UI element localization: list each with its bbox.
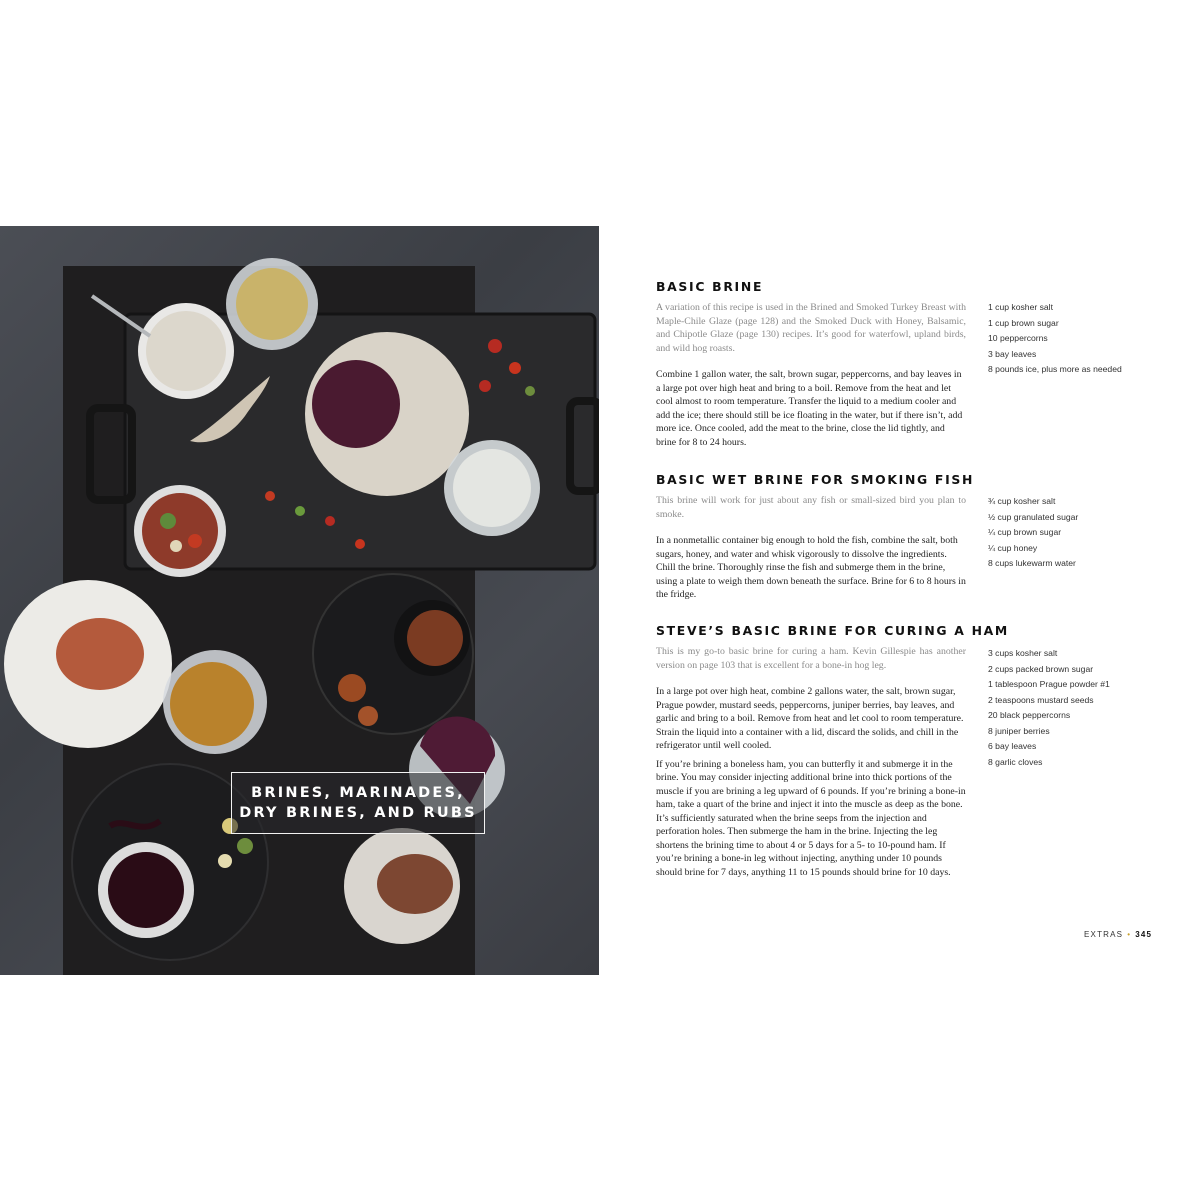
dry-rub bbox=[377, 854, 453, 914]
salsa-yellow bbox=[236, 268, 308, 340]
recipe-title: STEVE’S BASIC BRINE FOR CURING A HAM bbox=[656, 623, 1009, 638]
recipe-title: BASIC WET BRINE FOR SMOKING FISH bbox=[656, 472, 975, 487]
food-photograph bbox=[0, 226, 599, 975]
ingredient-item: ¾ cup kosher salt bbox=[988, 496, 1056, 506]
chapter-title-line-2: DRY BRINES, AND RUBS bbox=[239, 805, 477, 821]
pico-de-gallo bbox=[142, 493, 218, 569]
photo-illustration bbox=[0, 226, 599, 975]
recipe-wet-brine-fish bbox=[656, 472, 975, 607]
ingredient-item: 1 cup brown sugar bbox=[988, 317, 1059, 328]
ingredient-item: 6 bay leaves bbox=[988, 741, 1037, 751]
ingredient-item: ¼ cup honey bbox=[988, 542, 1038, 553]
recipe-ham-brine bbox=[656, 623, 1009, 884]
ingredient-list-wet-brine-fish bbox=[988, 494, 1178, 572]
tartare bbox=[56, 618, 144, 690]
recipe-intro: This is my go-to basic brine for curing a ham. Kevin Gillespie has another version on page 103 that is excellent for a bone-in hog leg. bbox=[656, 646, 966, 671]
ingredient-list-basic-brine bbox=[988, 300, 1178, 378]
ingredient-item: 3 bay leaves bbox=[988, 348, 1037, 359]
chapter-title-line-1: BRINES, MARINADES, bbox=[251, 785, 465, 801]
ingredient-item: 10 peppercorns bbox=[988, 333, 1048, 343]
recipe-method: Combine 1 gallon water, the salt, brown sugar, peppercorns, and bay leaves in a large pot over high heat and bring to a boil. Remove from the heat and let cool almost to room temperature. Transfer the liquid to a medium cooler and add the ice; there should still be ice floating in the water, but if there isn’t, add more ice. Once cooled, add the meat to the brine, close the lid tightly, and brine for 8 to 24 hours. bbox=[656, 369, 963, 448]
white-sauce bbox=[146, 311, 226, 391]
footer-section: EXTRAS bbox=[1084, 930, 1124, 939]
ingredient-item: 8 pounds ice, plus more as needed bbox=[988, 364, 1122, 374]
dried-chiles bbox=[407, 610, 463, 666]
ingredient-item: ½ cup granulated sugar bbox=[988, 511, 1079, 522]
ingredient-list-ham-brine bbox=[988, 646, 1178, 770]
amber-marinade bbox=[170, 662, 254, 746]
ingredient-item: 1 cup kosher salt bbox=[988, 302, 1053, 312]
dark-sauce bbox=[108, 852, 184, 928]
ingredient-item: 8 juniper berries bbox=[988, 725, 1050, 736]
herb-sauce bbox=[453, 449, 531, 527]
recipe-method: In a nonmetallic container big enough to hold the fish, combine the salt, both sugars, honey, and water and whisk vigorously to dissolve the ingredients. Chill the brine. Thoroughly rinse the fish and submerge them in the brine, using a plate to weigh them down beneath the surface. Brine for 6 to 8 hours in the fridge. bbox=[656, 535, 966, 600]
ingredient-item: 20 black peppercorns bbox=[988, 710, 1071, 720]
footer-separator: • bbox=[1127, 930, 1132, 939]
page-number: 345 bbox=[1135, 930, 1153, 939]
ingredient-item: 2 cups packed brown sugar bbox=[988, 663, 1094, 674]
ingredient-item: 8 garlic cloves bbox=[988, 756, 1043, 767]
ingredient-item: 3 cups kosher salt bbox=[988, 648, 1058, 658]
chapter-title-box bbox=[231, 772, 485, 834]
ingredient-item: 1 tablespoon Prague powder #1 bbox=[988, 679, 1110, 689]
recipe-intro: This brine will work for just about any fish or small-sized bird you plan to smoke. bbox=[656, 495, 966, 520]
recipe-method: If you’re brining a boneless ham, you can butterfly it and submerge it in the brine. You may consider injecting additional brine into thick portions of the muscle if you are brining a leg upward of 6 pounds. If you’re brining a bone-in ham, take a quart of the brine and inject it into the muscle as deep as the bone. It’s sufficiently saturated when the brine seeps from the injection and perforation holes. Then submerge the ham in the brine. Injecting the leg shortens the brining time to about 4 or 5 days for a 5- to 10-pound ham. If you’re brining a bone-in leg without injecting, anything under 10 pounds should brine for 7 days, anything 11 to 15 pounds should brine for 10 days. bbox=[656, 758, 966, 878]
purple-liquid bbox=[312, 360, 400, 448]
recipe-basic-brine bbox=[656, 279, 966, 454]
page-footer bbox=[1084, 930, 1152, 939]
recipe-method: In a large pot over high heat, combine 2 gallons water, the salt, brown sugar, Prague powder, mustard seeds, peppercorns, juniper berries, bay leaves, and garlic and bring to a boil. Remove from heat and let cool to room temperature. Strain the liquid into a container with a lid, discard the solids, and chill in the refrigerator until well cooled. bbox=[656, 686, 964, 751]
recipe-intro: A variation of this recipe is used in the Brined and Smoked Turkey Breast with Maple-Chile Glaze (page 128) and the Smoked Duck with Honey, Balsamic, and Chipotle Glaze (page 130) recipes. It’s good for waterfowl, upland birds, and wild hog roasts. bbox=[656, 302, 966, 354]
ingredient-item: ¼ cup brown sugar bbox=[988, 527, 1062, 537]
ingredient-item: 8 cups lukewarm water bbox=[988, 558, 1076, 568]
recipe-title: BASIC BRINE bbox=[656, 279, 764, 294]
ingredient-item: 2 teaspoons mustard seeds bbox=[988, 694, 1094, 705]
